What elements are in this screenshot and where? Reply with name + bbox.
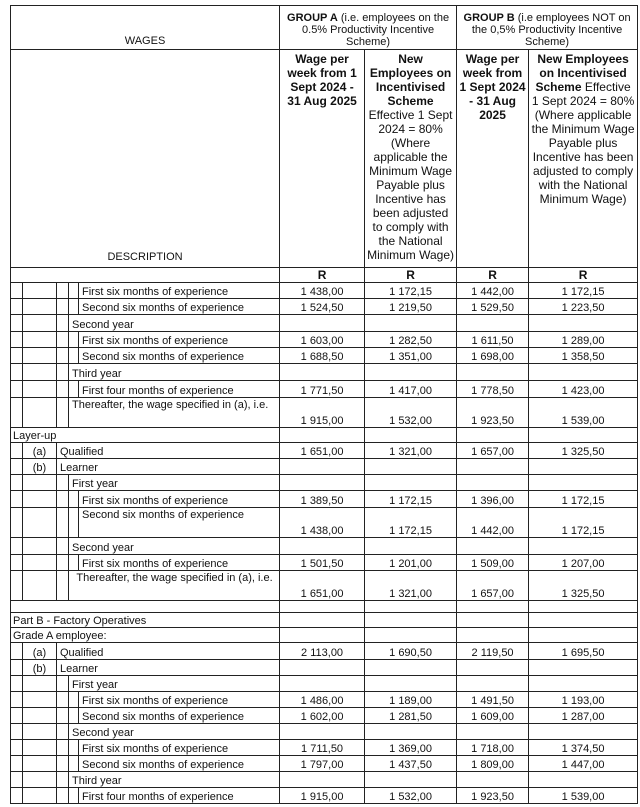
value-cell: 1 389,50 [280,491,365,508]
table-row [11,491,638,508]
value-cell: 1 609,00 [457,708,529,724]
row-label: Learner [57,459,280,475]
value-cell: 1 923,50 [457,398,529,428]
description-heading: DESCRIPTION [11,50,280,268]
value-cell: 1 172,15 [529,508,638,538]
table-row [11,538,638,555]
value-cell: 1 287,00 [529,708,638,724]
table-row [11,381,638,398]
spacer-row [11,601,280,613]
table-row [11,708,638,724]
value-cell: 1 325,50 [529,443,638,459]
value-cell: 1 657,00 [457,571,529,601]
value-cell: 1 778,50 [457,381,529,398]
value-cell: 1 325,50 [529,571,638,601]
value-cell: 1 189,00 [365,692,457,708]
value-cell: 1 438,00 [280,283,365,299]
table-row [11,443,638,459]
table-row [11,332,638,348]
currency-spacer [11,268,280,283]
table-row [11,601,638,613]
value-cell: 1 491,50 [457,692,529,708]
table-row [11,475,638,491]
value-cell: 1 289,00 [529,332,638,348]
value-cell: 1 539,00 [529,398,638,428]
value-cell: 1 374,50 [529,740,638,756]
section-heading: Part B - Factory Operatives [11,613,280,628]
currency-label: R [365,268,457,283]
table-row [11,428,638,443]
row-label: Second six months of experience [79,299,280,315]
value-cell: 1 437,50 [365,756,457,772]
row-label: First year [69,676,280,692]
row-label: Thereafter, the wage specified in (a), i.e. [69,398,280,428]
wage-schedule-page [10,5,637,804]
table-row [11,772,638,788]
value-cell: 1 651,00 [280,571,365,601]
value-cell: 1 282,50 [365,332,457,348]
item-marker: (a) [23,443,57,459]
value-cell: 1 718,00 [457,740,529,756]
value-cell: 1 695,50 [529,643,638,660]
value-cell: 1 193,00 [529,692,638,708]
value-cell: 1 690,50 [365,643,457,660]
row-label: First six months of experience [79,740,280,756]
row-label: Thereafter, the wage specified in (a), i.e. [69,571,280,601]
table-row [11,283,638,299]
value-cell: 1 442,00 [457,283,529,299]
group-a-heading: GROUP A (i.e. employees on the 0.5% Productivity Incentive Scheme) [280,6,457,50]
group-b-heading: GROUP B (i.e employees NOT on the 0,5% Productivity Incentive Scheme) [457,6,638,50]
row-label: First year [69,475,280,491]
value-cell: 1 447,00 [529,756,638,772]
value-cell: 2 119,50 [457,643,529,660]
table-row [11,555,638,571]
table-row [11,788,638,804]
table-row [11,613,638,628]
value-cell: 1 358,50 [529,348,638,364]
table-row [11,676,638,692]
value-cell: 1 442,00 [457,508,529,538]
item-marker: (b) [23,459,57,475]
row-label: Third year [69,364,280,381]
value-cell: 1 524,50 [280,299,365,315]
value-cell: 1 771,50 [280,381,365,398]
value-cell: 1 438,00 [280,508,365,538]
table-row [11,756,638,772]
value-cell: 1 529,50 [457,299,529,315]
section-heading: Grade A employee: [11,628,280,643]
group-b-wage-heading: Wage per week from 1 Sept 2024 - 31 Aug 2025 [457,50,529,268]
table-row [11,692,638,708]
value-cell: 1 532,00 [365,398,457,428]
value-cell: 1 509,00 [457,555,529,571]
row-label: First four months of experience [79,381,280,398]
value-cell: 1 532,00 [365,788,457,804]
value-cell: 2 113,00 [280,643,365,660]
table-row [11,643,638,660]
value-cell: 1 172,15 [365,491,457,508]
wage-table [10,5,638,804]
row-label: First four months of experience [79,788,280,804]
value-cell: 1 223,50 [529,299,638,315]
value-cell: 1 321,00 [365,571,457,601]
row-label: Second year [69,538,280,555]
value-cell: 1 915,00 [280,788,365,804]
value-cell: 1 611,50 [457,332,529,348]
currency-label: R [280,268,365,283]
value-cell: 1 486,00 [280,692,365,708]
table-row [11,299,638,315]
currency-label: R [529,268,638,283]
row-label: First six months of experience [79,283,280,299]
value-cell: 1 657,00 [457,443,529,459]
value-cell: 1 603,00 [280,332,365,348]
row-label: Second year [69,724,280,740]
value-cell: 1 207,00 [529,555,638,571]
row-label: Second year [69,315,280,332]
value-cell: 1 797,00 [280,756,365,772]
value-cell: 1 915,00 [280,398,365,428]
wages-heading: WAGES [11,6,280,50]
value-cell: 1 219,50 [365,299,457,315]
value-cell: 1 281,50 [365,708,457,724]
value-cell: 1 688,50 [280,348,365,364]
row-label: First six months of experience [79,491,280,508]
table-row [11,660,638,676]
value-cell: 1 201,00 [365,555,457,571]
value-cell: 1 369,00 [365,740,457,756]
table-row [11,459,638,475]
table-row [11,315,638,332]
value-cell: 1 809,00 [457,756,529,772]
row-label: Second six months of experience [79,708,280,724]
table-row [11,348,638,364]
row-label: Third year [69,772,280,788]
row-label: Second six months of experience [79,508,280,538]
row-label: Qualified [57,643,280,660]
value-cell: 1 923,50 [457,788,529,804]
table-row [11,724,638,740]
value-cell: 1 539,00 [529,788,638,804]
row-label: Second six months of experience [79,348,280,364]
row-label: First six months of experience [79,555,280,571]
row-label: First six months of experience [79,332,280,348]
row-label: Learner [57,660,280,676]
row-label: First six months of experience [79,692,280,708]
row-label: Second six months of experience [79,756,280,772]
table-row [11,628,638,643]
value-cell: 1 698,00 [457,348,529,364]
row-label: Qualified [57,443,280,459]
value-cell: 1 172,15 [365,283,457,299]
item-marker: (a) [23,643,57,660]
group-b-new-employees-heading: New Employees on Incentivised Scheme Effective 1 Sept 2024 = 80% (Where applicable the Minimum Wage Payable plus Incentive has been adjusted to comply with the National Minimum Wage) [529,50,638,268]
value-cell: 1 417,00 [365,381,457,398]
value-cell: 1 711,50 [280,740,365,756]
value-cell: 1 351,00 [365,348,457,364]
currency-label: R [457,268,529,283]
value-cell: 1 172,15 [529,491,638,508]
value-cell: 1 501,50 [280,555,365,571]
table-row [11,571,638,601]
table-row [11,364,638,381]
group-a-wage-heading: Wage per week from 1 Sept 2024 - 31 Aug 2025 [280,50,365,268]
table-row [11,740,638,756]
value-cell: 1 172,15 [529,283,638,299]
group-a-new-employees-heading: New Employees on Incentivised Scheme Effective 1 Sept 2024 = 80% (Where applicable the Minimum Wage Payable plus Incentive has been adjusted to comply with the National Minimum Wage) [365,50,457,268]
value-cell: 1 172,15 [365,508,457,538]
value-cell: 1 602,00 [280,708,365,724]
value-cell: 1 321,00 [365,443,457,459]
table-row [11,508,638,538]
item-marker: (b) [23,660,57,676]
table-row [11,398,638,428]
value-cell: 1 396,00 [457,491,529,508]
section-heading: Layer-up [11,428,280,443]
value-cell: 1 423,00 [529,381,638,398]
value-cell: 1 651,00 [280,443,365,459]
